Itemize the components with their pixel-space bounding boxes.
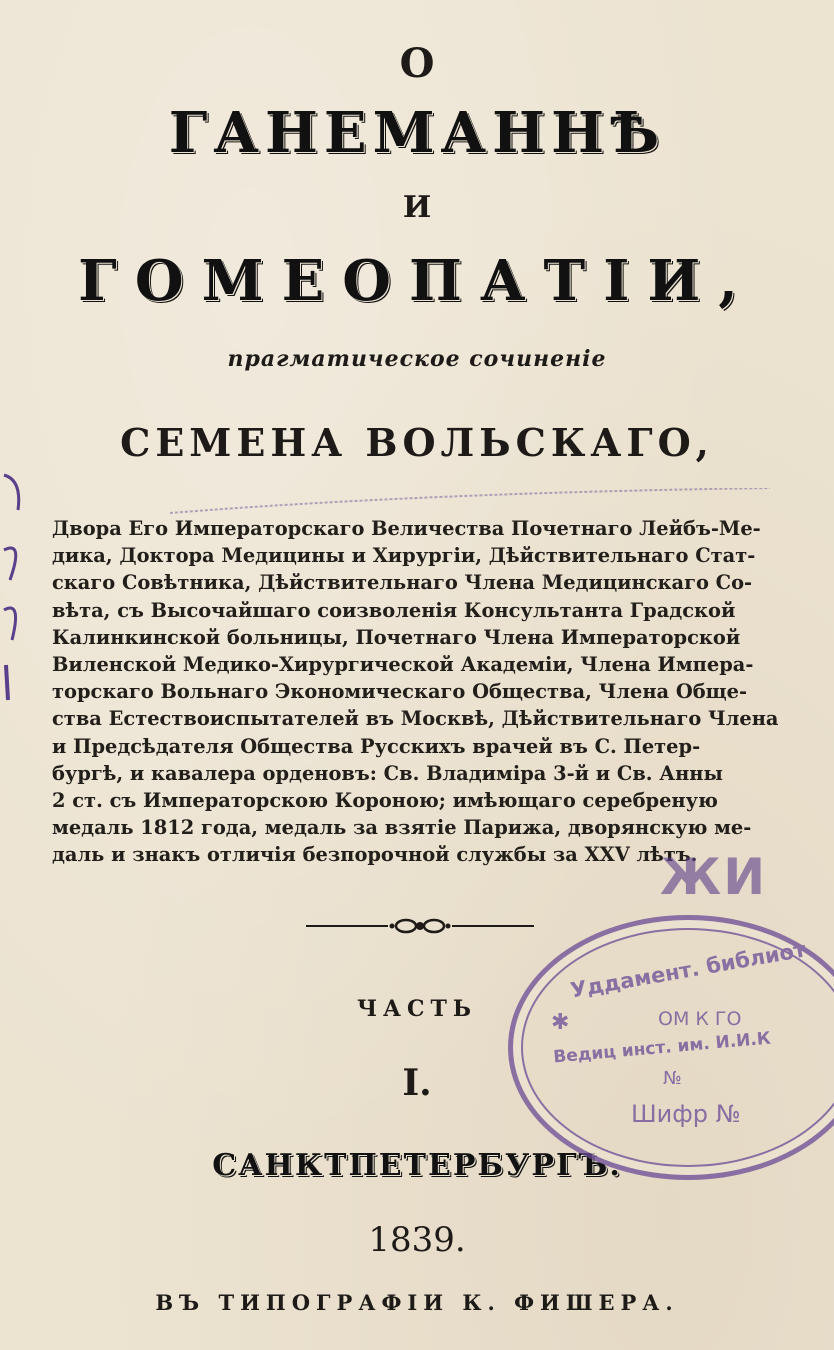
part-number: I. (402, 1062, 432, 1104)
credentials-line: дика, Доктора Медицины и Хирургіи, Дѣйствительнаго Стат- (52, 544, 756, 568)
credentials-line: даль и знакъ отличія безпорочной службы за XXV лѣтъ. (52, 843, 698, 867)
imprint-year: 1839. (368, 1220, 466, 1260)
imprint-printer: ВЪ ТИПОГРАФІИ К. ФИШЕРА. (155, 1290, 679, 1315)
part-label: ЧАСТЬ (356, 996, 478, 1022)
author-credentials (52, 515, 788, 869)
margin-handwriting (0, 470, 30, 710)
credentials-line: вѣта, съ Высочайшаго соизволенія Консультанта Градской (52, 598, 736, 622)
title-subtitle: прагматическое сочиненіе (227, 346, 607, 372)
credentials-line: 2 ст. съ Императорскою Короною; имѣющаго серебреную (52, 789, 718, 813)
credentials-line: Двора Его Императорскаго Величества Почетнаго Лейбъ-Ме- (52, 517, 761, 540)
stamp-star-icon: ✱ (551, 1010, 570, 1035)
credentials-line: торскаго Вольнаго Экономическаго Общества, Члена Обще- (52, 680, 748, 704)
title-homeopathy: ГОМЕОПАТІИ, (78, 248, 756, 314)
credentials-line: Виленской Медико-Хирургической Академіи, Члена Импера- (52, 653, 754, 677)
stamp-line: Ведиц инст. им. И.И.К (552, 1028, 772, 1068)
stamp-shelfmark: Шифр № (631, 1100, 741, 1128)
stamp-line: № (663, 1068, 682, 1089)
title-hahnemann: ГАНЕМАННѢ (168, 100, 666, 166)
credentials-line: бургѣ, и кавалера орденовъ: Св. Владиміра 3-й и Св. Анны (52, 761, 723, 785)
credentials-line: Калинкинской больницы, Почетнаго Члена Императорской (52, 625, 741, 649)
stamp-ring-text: Уддамент. библиот (568, 937, 808, 1003)
imprint-city: САНКТПЕТЕРБУРГЪ. (212, 1148, 622, 1183)
stamp-line: ОМ К ГО (658, 1008, 742, 1030)
credentials-line: скаго Совѣтника, Дѣйствительнаго Члена Медицинскаго Со- (52, 571, 753, 595)
author-name: СЕМЕНА ВОЛЬСКАГО, (120, 420, 714, 465)
title-conjunction: И (402, 190, 432, 225)
title-preposition: О (399, 40, 435, 87)
credentials-line: и Предсѣдателя Общества Русскихъ врачей въ С. Петер- (52, 734, 701, 758)
library-stamp (508, 915, 834, 1180)
overstamp-mark: ЖИ (660, 848, 768, 906)
credentials-line: ства Естествоиспытателей въ Москвѣ, Дѣйствительнаго Члена (52, 707, 779, 731)
pencil-underline (170, 488, 770, 518)
divider-ornament (306, 912, 534, 940)
credentials-line: медаль 1812 года, медаль за взятіе Парижа, дворянскую ме- (52, 816, 752, 840)
